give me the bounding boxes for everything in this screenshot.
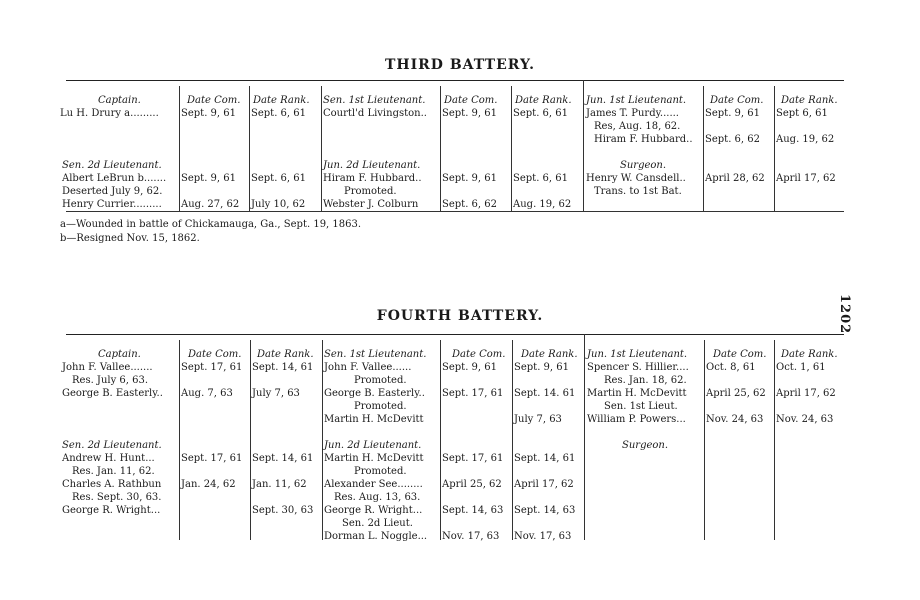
header-date-com: Date Com. (710, 95, 764, 106)
column-divider (774, 86, 775, 212)
date-com: April 25, 62 (706, 388, 766, 399)
footnote-b: b—Resigned Nov. 15, 1862. (60, 233, 200, 244)
date-rank: Sept. 6, 61 (251, 108, 306, 119)
date-com: April 28, 62 (705, 173, 765, 184)
date-rank: April 17, 62 (514, 479, 574, 490)
column-divider (512, 340, 513, 540)
date-com: Aug. 7, 63 (181, 388, 233, 399)
header-sen-2d-lieutenant: Sen. 2d Lieutenant. (62, 160, 162, 171)
date-rank: Sept. 14. 61 (514, 388, 576, 399)
date-rank: Oct. 1, 61 (776, 362, 826, 373)
date-com: Sept. 9, 61 (181, 108, 236, 119)
captain-name: George B. Easterly.. (62, 388, 163, 399)
header-jun-1st-lieutenant: Jun. 1st Lieutenant. (586, 95, 687, 106)
officer-name: Martin H. McDevitt (324, 414, 424, 425)
date-com: Sept. 6, 62 (705, 134, 760, 145)
date-rank: Sept. 14, 61 (252, 362, 314, 373)
date-rank: Sept. 14, 61 (514, 453, 576, 464)
date-rank: July 7, 63 (252, 388, 300, 399)
officer-name: George B. Easterly.. (324, 388, 425, 399)
date-com: Sept. 6, 62 (442, 199, 497, 210)
officer-name: Courtl'd Livingston.. (323, 108, 427, 119)
officer-name: Andrew H. Hunt... (62, 453, 155, 464)
officer-name: Spencer S. Hillier.... (587, 362, 689, 373)
officer-note: Sen. 1st Lieut. (604, 401, 678, 412)
officer-note: Promoted. (354, 375, 407, 386)
officer-note: Sen. 2d Lieut. (342, 518, 413, 529)
column-divider (249, 86, 250, 212)
date-com: Oct. 8, 61 (706, 362, 756, 373)
header-sen-1st-lieutenant: Sen. 1st Lieutenant. (324, 349, 427, 360)
date-com: Nov. 24, 63 (706, 414, 764, 425)
header-date-rank: Date Rank. (253, 95, 310, 106)
date-com: Sept. 17, 61 (442, 388, 504, 399)
officer-name: William P. Powers... (587, 414, 686, 425)
officer-name: George R. Wright... (324, 505, 423, 516)
date-rank: Sept. 6, 61 (251, 173, 306, 184)
officer-name: John F. Vallee...... (324, 362, 412, 373)
officer-note: Res. July 6, 63. (72, 375, 149, 386)
date-rank: Nov. 24, 63 (776, 414, 834, 425)
header-date-com: Date Com. (444, 95, 498, 106)
officer-name: Martin H. McDevitt (587, 388, 687, 399)
date-rank: Nov. 17, 63 (514, 531, 572, 542)
date-rank: Jan. 11, 62 (252, 479, 307, 490)
officer-name: George R. Wright... (62, 505, 161, 516)
date-com: Sept. 9, 61 (181, 173, 236, 184)
date-com: Jan. 24, 62 (181, 479, 236, 490)
date-rank: July 7, 63 (514, 414, 562, 425)
officer-note: Promoted. (344, 186, 397, 197)
header-captain: Captain. (98, 95, 141, 106)
column-divider (704, 340, 705, 540)
date-com: Sept. 14, 63 (442, 505, 504, 516)
date-com: Sept. 9, 61 (442, 173, 497, 184)
date-com: Sept. 17, 61 (181, 453, 243, 464)
date-rank: Sept. 6, 61 (513, 173, 568, 184)
date-com: Nov. 17, 63 (442, 531, 500, 542)
date-rank: April 17, 62 (776, 388, 836, 399)
date-rank: Sept. 30, 63 (252, 505, 314, 516)
column-divider (440, 340, 441, 540)
date-rank: Sept. 9, 61 (514, 362, 569, 373)
header-date-rank: Date Rank. (781, 95, 838, 106)
column-divider (584, 334, 585, 540)
header-date-rank: Date Rank. (257, 349, 314, 360)
officer-name: Albert LeBrun b....... (62, 173, 167, 184)
header-date-rank: Date Rank. (521, 349, 578, 360)
column-divider (511, 86, 512, 212)
footnote-a: a—Wounded in battle of Chickamauga, Ga., Sept. 19, 1863. (60, 219, 362, 230)
officer-name: James T. Purdy...... (586, 108, 679, 119)
date-rank: April 17, 62 (776, 173, 836, 184)
header-date-rank: Date Rank. (515, 95, 572, 106)
column-divider (179, 86, 180, 212)
date-rank: Sept 6, 61 (776, 108, 828, 119)
header-date-rank: Date Rank. (781, 349, 838, 360)
officer-note: Res. Sept. 30, 63. (72, 492, 162, 503)
officer-name: Alexander See........ (324, 479, 423, 490)
fourth-battery-title: FOURTH BATTERY. (376, 308, 544, 324)
third-battery-title: THIRD BATTERY. (384, 57, 536, 73)
date-com: April 25, 62 (442, 479, 502, 490)
column-divider (440, 86, 441, 212)
date-rank: Sept. 14, 61 (252, 453, 314, 464)
officer-name: Henry Currier......... (62, 199, 162, 210)
column-divider (703, 86, 704, 212)
header-sen-2d-lieutenant: Sen. 2d Lieutenant. (62, 440, 162, 451)
column-divider (774, 340, 775, 540)
officer-note: Trans. to 1st Bat. (594, 186, 682, 197)
date-rank: July 10, 62 (251, 199, 306, 210)
third-top-rule (66, 80, 844, 81)
date-com: Sept. 17, 61 (181, 362, 243, 373)
officer-name: Charles A. Rathbun (62, 479, 162, 490)
date-com: Aug. 27, 62 (181, 199, 240, 210)
officer-note: Res. Jan. 18, 62. (604, 375, 687, 386)
fourth-top-rule (66, 334, 844, 335)
header-jun-2d-lieutenant: Jun. 2d Lieutenant. (323, 160, 421, 171)
officer-name: Hiram F. Hubbard.. (323, 173, 422, 184)
officer-note: Res. Aug. 13, 63. (334, 492, 421, 503)
column-divider (179, 340, 180, 540)
officer-note: Promoted. (354, 401, 407, 412)
header-jun-2d-lieutenant: Jun. 2d Lieutenant. (324, 440, 422, 451)
header-surgeon: Surgeon. (622, 440, 669, 451)
header-date-com: Date Com. (188, 349, 242, 360)
header-captain: Captain. (98, 349, 141, 360)
header-surgeon: Surgeon. (620, 160, 667, 171)
header-date-com: Date Com. (713, 349, 767, 360)
date-rank: Aug. 19, 62 (513, 199, 572, 210)
officer-name: Webster J. Colburn (323, 199, 419, 210)
page-number: 1202 (837, 294, 852, 335)
officer-name: Dorman L. Noggle... (324, 531, 428, 542)
officer-note: Res, Aug. 18, 62. (594, 121, 681, 132)
column-divider (321, 86, 322, 212)
header-date-com: Date Com. (187, 95, 241, 106)
officer-note: Deserted July 9, 62. (62, 186, 163, 197)
officer-note: Promoted. (354, 466, 407, 477)
date-com: Sept. 17, 61 (442, 453, 504, 464)
header-sen-1st-lieutenant: Sen. 1st Lieutenant. (323, 95, 426, 106)
captain-name: John F. Vallee....... (62, 362, 153, 373)
officer-name: Hiram F. Hubbard.. (594, 134, 693, 145)
column-divider (583, 80, 584, 212)
date-com: Sept. 9, 61 (705, 108, 760, 119)
officer-name: Martin H. McDevitt (324, 453, 424, 464)
date-rank: Aug. 19, 62 (776, 134, 835, 145)
date-com: Sept. 9, 61 (442, 108, 497, 119)
date-rank: Sept. 6, 61 (513, 108, 568, 119)
officer-note: Res. Jan. 11, 62. (72, 466, 155, 477)
officer-name: Henry W. Cansdell.. (586, 173, 686, 184)
captain-name: Lu H. Drury a......... (60, 108, 159, 119)
header-date-com: Date Com. (452, 349, 506, 360)
date-rank: Sept. 14, 63 (514, 505, 576, 516)
column-divider (322, 340, 323, 540)
date-com: Sept. 9, 61 (442, 362, 497, 373)
column-divider (250, 340, 251, 540)
header-jun-1st-lieutenant: Jun. 1st Lieutenant. (587, 349, 688, 360)
